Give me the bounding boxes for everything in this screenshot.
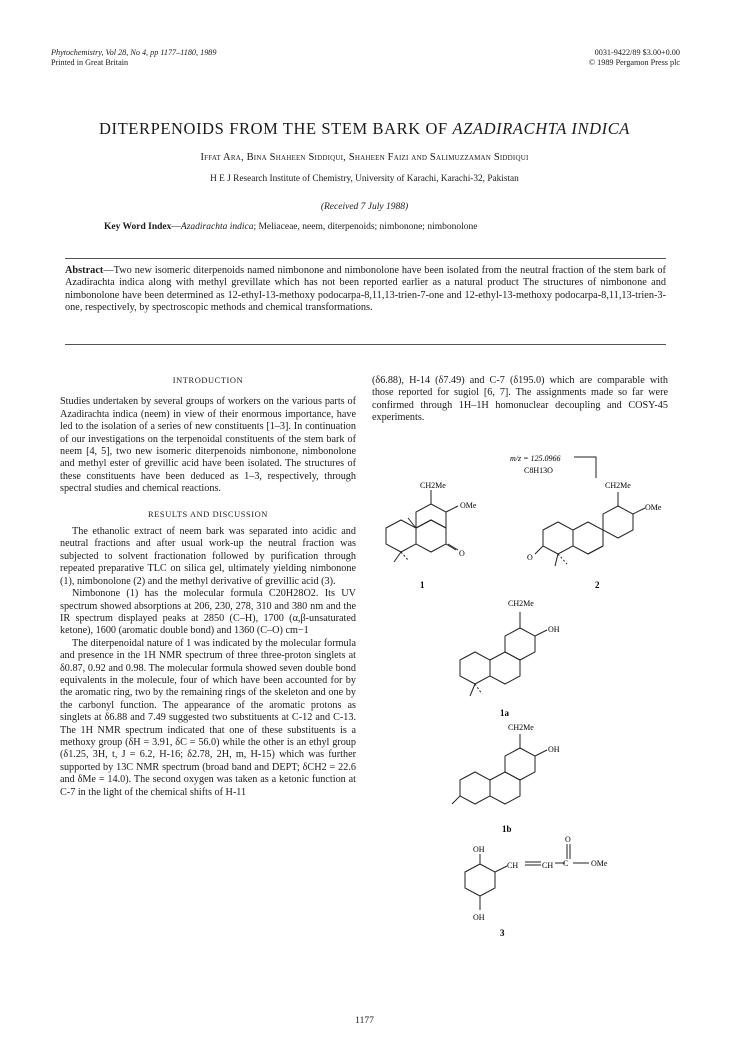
keyword-index: Key Word Index—Azadirachta indica; Meliaceae, neem, diterpenoids; nimbonone; nimbonolone (104, 222, 478, 232)
s2-ring-c-aromatic (603, 506, 633, 538)
abstract-text: —Two new isomeric diterpenoids named nimbonone and nimbonolone have been isolated from the neutral fraction of the stem bark of Azadirachta indica along with methyl grevillate which has not been reported earlier as a natural product The structures of nimbonone and nimbonolone have been determined as 12-ethyl-13-methoxy podocarpa-8,11,13-trien-7-one and 12-ethyl-13-methoxy podocarpa-8,11,13-trien-3-one, respectively, by spectroscopic methods and chemical transformations. (65, 265, 666, 314)
structure-2-nimbonolone (525, 470, 665, 590)
ring-b (416, 520, 446, 552)
right-column-paragraph: (δ6.88), H-14 (δ7.49) and C-7 (δ195.0) which are comparable with those reported for sugiol [6, 7]. The assignments made so far were confirmed through 1H–1H homonuclear decoupling and COSY-45 experiments. (372, 375, 668, 424)
s1a-ring-c-aromatic (505, 628, 535, 660)
s3-ch-label-2: CH (542, 861, 554, 870)
fragment-formula: C8H13O (524, 466, 553, 475)
affiliation: H E J Research Institute of Chemistry, University of Karachi, Karachi-32, Pakistan (210, 174, 519, 184)
s3-c-label: C (563, 859, 569, 868)
abstract (65, 265, 666, 315)
author-list: Iffat Ara, Bina Shaheen Siddiqui, Shaheen Faizi and Salimuzzaman Siddiqui (200, 152, 529, 163)
results-heading: RESULTS AND DISCUSSION (148, 509, 268, 519)
s1b-ring-b (490, 772, 520, 804)
structure-1a (440, 590, 580, 720)
page-number: 1177 (355, 1016, 374, 1026)
ring-a (386, 520, 416, 552)
s3-ring (465, 864, 495, 896)
results-paragraph-1: The ethanolic extract of neem bark was separated into acidic and neutral fractions and after usual work-up the neutral fraction was subjected to solvent fractionation followed by purification through repeated preparative TLC on silica gel, ultimately yielding nimbonone (1), nimbonolone (2) and the methyl derivative of grevillic acid (3). (60, 526, 356, 587)
s2-ring-a (543, 522, 573, 554)
copyright-line: © 1989 Pergamon Press plc (588, 58, 680, 67)
running-header-left (51, 48, 216, 68)
s1-o-label: O (459, 549, 465, 558)
article-title-main: DITERPENOIDS FROM THE STEM BARK OF (99, 119, 453, 138)
s1b-ring-a (460, 772, 490, 804)
results-paragraph-2: Nimbonone (1) has the molecular formula C20H28O2. Its UV spectrum showed absorptions at 206, 230, 278, 310 and 380 nm and the IR spectrum displayed peaks at 2850 (C–H), 1700 (α,β-unsaturated ketone), 1600 (aromatic double bond) and 1360 (C–O) cm−1 (60, 588, 356, 637)
abstract-top-rule (65, 258, 666, 259)
s2-number: 2 (595, 580, 600, 590)
s1-number: 1 (420, 580, 425, 590)
s2-ring-b (573, 522, 603, 554)
printed-in: Printed in Great Britain (51, 58, 129, 67)
s1-ome-label: OMe (460, 501, 477, 510)
left-column (60, 375, 356, 799)
right-column (372, 375, 668, 425)
keyword-label: Key Word Index (104, 222, 172, 232)
journal-citation: Phytochemistry, Vol 28, No 4, pp 1177–1180, 1989 (51, 48, 217, 57)
s3-ome-label: OMe (591, 859, 608, 868)
s3-number: 3 (500, 928, 505, 938)
structure-3-methyl-grevillate (445, 835, 665, 947)
received-date: (Received 7 July 1988) (320, 202, 409, 212)
s2-o-label: O (527, 553, 533, 562)
ring-c-aromatic (416, 504, 446, 528)
structure-1-nimbonone (368, 470, 488, 590)
keyword-species: Azadirachta indica (180, 222, 254, 232)
s3-o-label: O (565, 835, 571, 844)
issn-code: 0031-9422/89 $3.00+0.00 (594, 48, 680, 57)
keyword-rest: ; Meliaceae, neem, diterpenoids; nimbonone; nimbonolone (253, 222, 478, 232)
s1a-number: 1a (500, 708, 509, 718)
abstract-bottom-rule (65, 344, 666, 345)
article-title (0, 119, 729, 139)
s2-ome-label: OMe (645, 503, 662, 512)
s1a-oh-label: OH (548, 625, 560, 634)
structure-1b (440, 718, 580, 838)
s1a-ring-b (490, 652, 520, 684)
s1a-ring-a (460, 652, 490, 684)
running-header-right (589, 48, 680, 68)
s1a-ch2me-label: CH2Me (508, 599, 534, 608)
s1b-ring-c (505, 748, 535, 780)
intro-paragraph: Studies undertaken by several groups of workers on the various parts of Azadirachta indica (neem) in view of their enormous importance, have led to the isolation of a series of new constituents [1–3]. In continuation of our investigations on the terpenoidal constituents of the stem bark of neem [4, 5], two new isomeric diterpenoids nimbonone, nimbonolone and methyl ester of grevillic acid have been isolated. The structures of these constituents have been deduced as 1–3, respectively, through spectral studies and chemical reactions. (60, 396, 356, 495)
s3-oh-bottom-label: OH (473, 913, 485, 922)
s3-ch-label-1: CH (507, 861, 519, 870)
abstract-label: Abstract (65, 265, 104, 276)
s1b-oh-label: OH (548, 745, 560, 754)
s1b-ch2me-label: CH2Me (508, 723, 534, 732)
s2-ch2me-label: CH2Me (605, 481, 631, 490)
introduction-heading: INTRODUCTION (172, 376, 244, 385)
s1b-number: 1b (502, 824, 512, 834)
results-paragraph-3: The diterpenoidal nature of 1 was indicated by the molecular formula and presence in the 1H NMR spectrum of three three-proton singlets at δ0.87, 0.92 and 0.98. The molecular formula showed seven double bond equivalents in the molecule, four of which have been accounted for by the aromatic ring, two by the remaining rings of the skeleton and one by the carbonyl function. The appearance of the aromatic protons as singlets at δ6.88 and 7.49 suggested two substituents at C-12 and C-13. The 1H NMR spectrum indicated that one of these substituents is a methoxy group (δH = 3.91, δC = 56.0) while the other is an ethyl group (δ1.25, 3H, t, J = 6.2, H-16; δ2.78, 2H, m, H-15) which was further supported by 13C NMR spectrum (broad band and DEPT; δCH2 = 22.6 and δMe = 14.0). The second oxygen was taken as a ketonic function at C-7 in the light of the chemical shifts of H-11 (60, 637, 356, 798)
article-title-species: AZADIRACHTA INDICA (452, 119, 630, 138)
fragment-mz: m/z = 125.0966 (510, 454, 561, 463)
s3-oh-top-label: OH (473, 845, 485, 854)
s1-ch2me-label: CH2Me (420, 481, 446, 490)
